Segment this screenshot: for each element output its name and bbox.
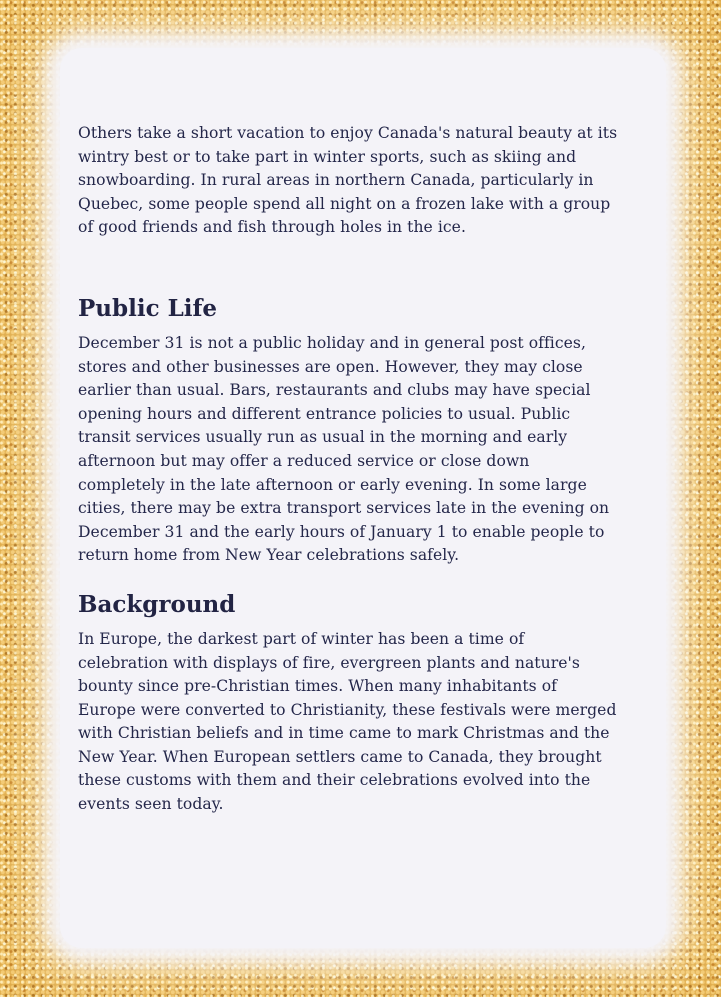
intro-paragraph: Others take a short vacation to enjoy Canada's natural beauty at its wintry best or to take part in winter sports, such as skiing and snowboarding. In rural areas in northern Canada, particularly in Quebec, some people spend all night on a frozen lake with a group of good friends and fish through holes in the ice. bbox=[78, 124, 618, 237]
section-heading-public-life: Public Life bbox=[78, 294, 218, 322]
section-paragraph-background: In Europe, the darkest part of winter has been a time of celebration with displays of fire, evergreen plants and nature's bounty since pre-Christian times. When many inhabitants of Europe were converted to Christianity, these festivals were merged with Christian beliefs and in time came to mark Christmas and the New Year. When European settlers came to Canada, they brought these customs with them and their celebrations evolved into the events seen today. bbox=[78, 629, 617, 814]
section-paragraph-public-life: December 31 is not a public holiday and in general post offices, stores and other businesses are open. However, they may close earlier than usual. Bars, restaurants and clubs may have special opening hours and different entrance policies to usual. Public transit services usually run as usual in the morning and early afternoon but may offer a reduced service or close down completely in the late afternoon or early evening. In some large cities, there may be extra transport services late in the evening on December 31 and the early hours of January 1 to enable people to return home from New Year celebrations safely. bbox=[78, 333, 610, 565]
document-body bbox=[78, 122, 618, 817]
section-heading-background: Background bbox=[78, 590, 236, 618]
